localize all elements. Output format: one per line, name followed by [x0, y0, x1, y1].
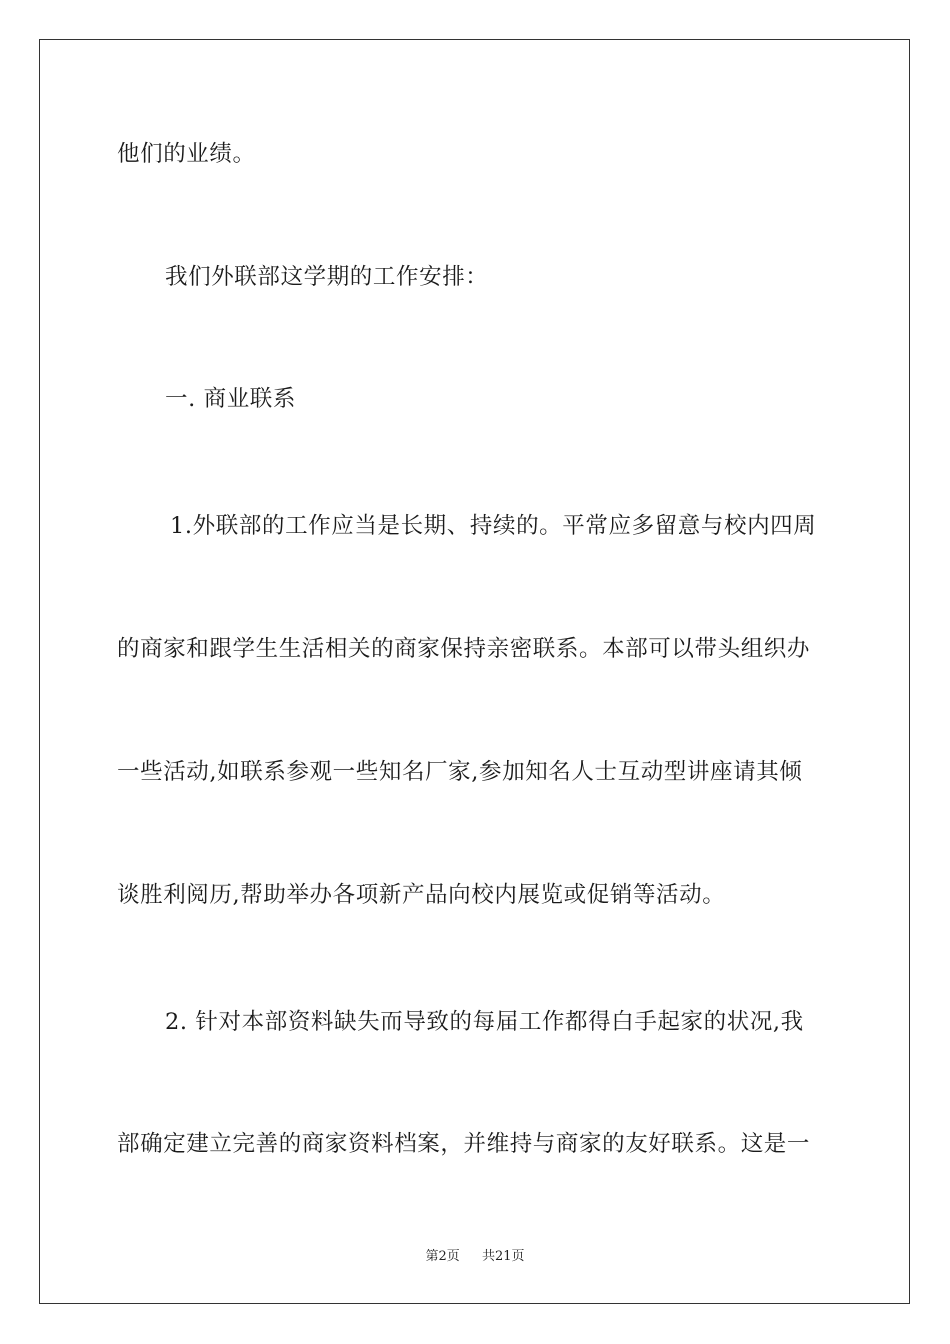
paragraph-line-4: 1.外联部的工作应当是长期、持续的。平常应多留意与校内四周 [170, 513, 817, 539]
paragraph-line-2: 我们外联部这学期的工作安排： [165, 264, 489, 290]
paragraph-line-1: 他们的业绩。 [117, 141, 256, 167]
paragraph-line-6: 一些活动,如联系参观一些知名厂家,参加知名人士互动型讲座请其倾 [117, 759, 803, 785]
page-number: 第2页 [425, 1249, 460, 1264]
paragraph-line-7: 谈胜利阅历,帮助举办各项新产品向校内展览或促销等活动。 [117, 882, 726, 908]
page-footer [0, 1248, 950, 1266]
paragraph-line-9: 部确定建立完善的商家资料档案，并维持与商家的友好联系。这是一 [117, 1131, 811, 1157]
page-border [39, 39, 910, 1304]
page-total: 共21页 [482, 1249, 525, 1264]
paragraph-line-5: 的商家和跟学生生活相关的商家保持亲密联系。本部可以带头组织办 [117, 636, 811, 662]
section-heading: 一. 商业联系 [165, 386, 297, 412]
paragraph-line-8: 2. 针对本部资料缺失而导致的每届工作都得白手起家的状况,我 [165, 1009, 804, 1035]
